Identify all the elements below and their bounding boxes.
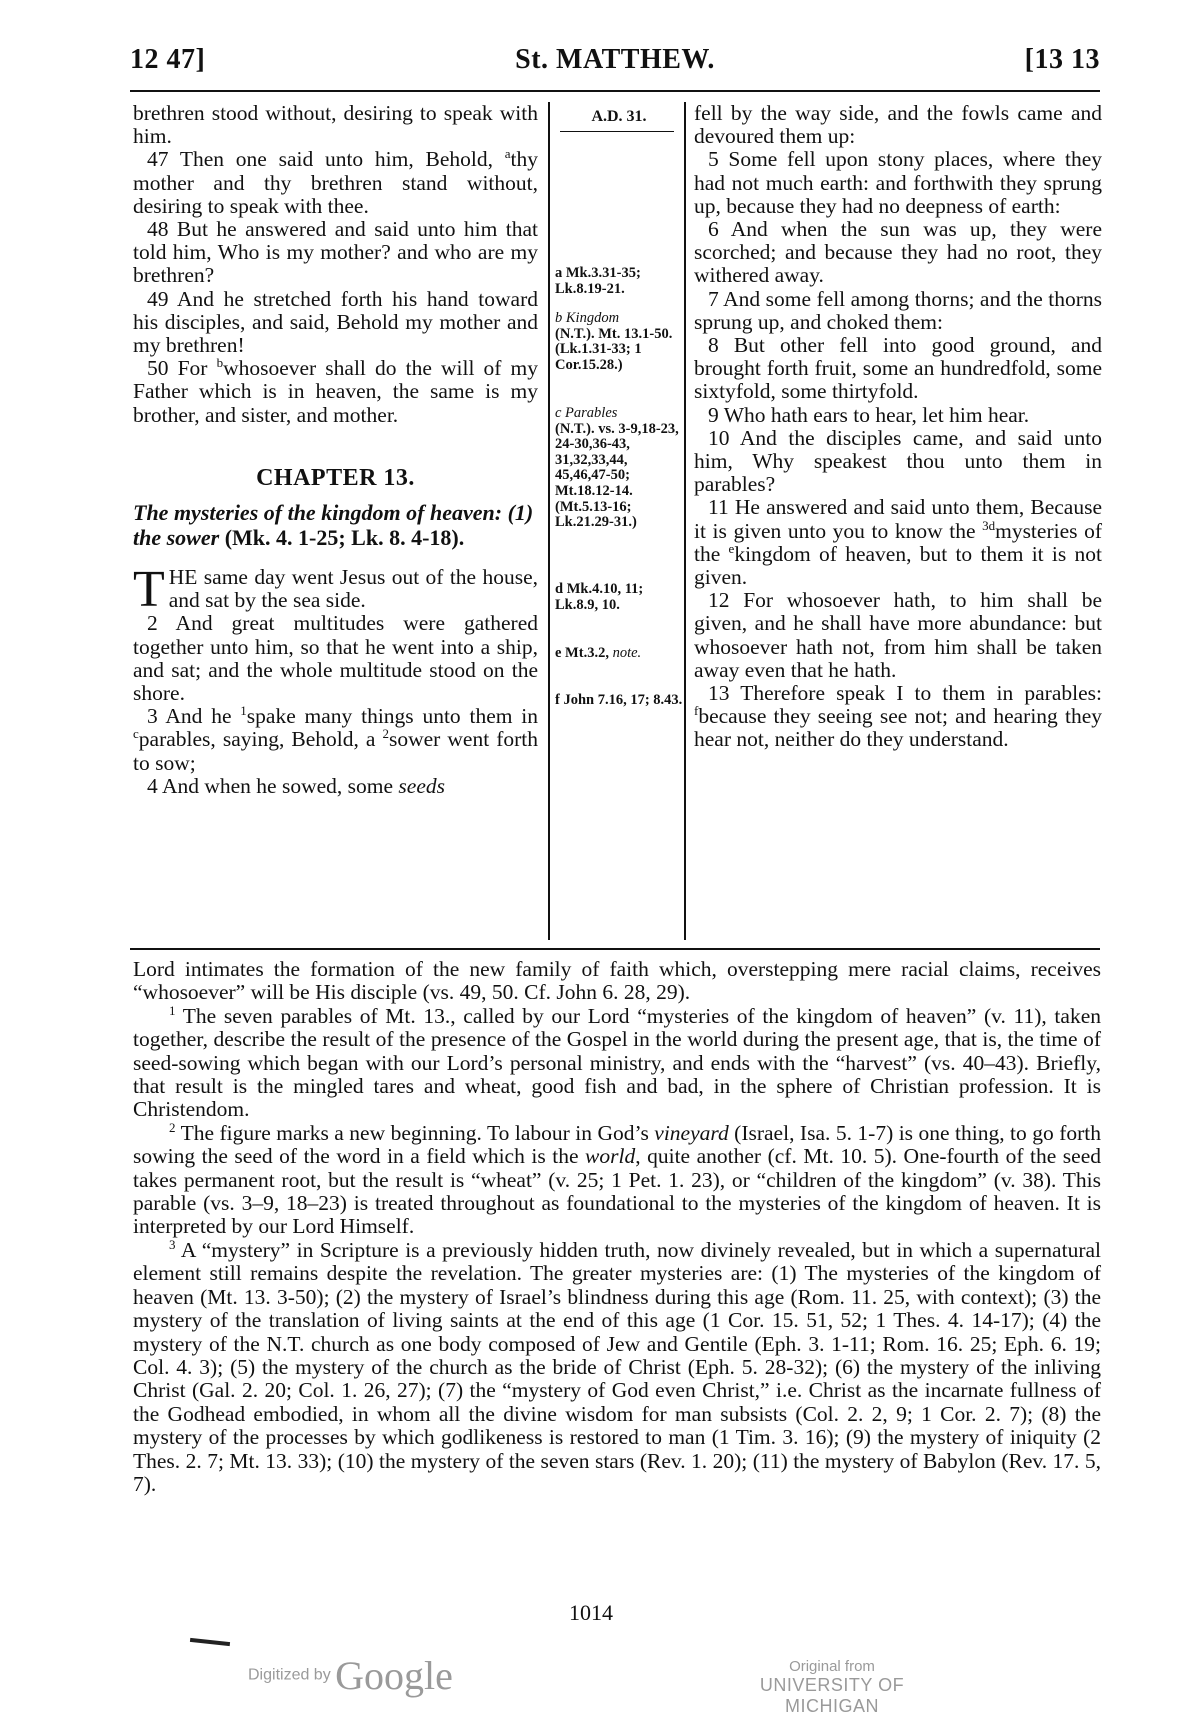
header-title: St. MATTHEW.	[515, 44, 715, 75]
note-1: $^1$ The seven parables of Mt. 13., called by our Lord “mysteries of the kingdom of heaven” (v. 11), taken together, describe the result of the presence of the Gospel in the world during the present age, that is, the time of seed-sowing which began with our Lord’s personal ministry, and ends with the “harvest” (vs. 40–43). Briefly, that result is the mingled tares and wheat, good fish and bad, in the sphere of Christian profession. It is Christendom.	[133, 1002, 1101, 1122]
chapter-title: CHAPTER 13.	[256, 464, 415, 491]
notes-divider	[130, 948, 1100, 950]
page-number: 1014	[569, 1600, 613, 1625]
verse-6: 6 And when the sun was up, they were scorched; and because they had no root, they withered away.	[694, 217, 1102, 288]
margin-ref-c: c Parables (N.T.). vs. 3-9,18-23, 24-30,36-43, 31,32,33,44, 45,46,47-50; Mt.18.12-14. (Mt.5.13-16; Lk.21.29-31.)	[555, 405, 679, 531]
verse-5: 5 Some fell upon stony places, where they had not much earth: and forthwith they sprung up, because they had no deepness of earth:	[694, 147, 1102, 218]
verse-49: 49 And he stretched forth his hand toward his disciples, and said, Behold my mother and my brethren!	[133, 286, 538, 358]
verse-48: 48 But he answered and said unto him that told him, Who is my mother? and who are my brethren?	[133, 217, 538, 288]
verse-1: THE same day went Jesus out of the house, and sat by the sea side.	[133, 561, 538, 619]
verse-2: 2 And great multitudes were gathered together unto him, so that he went into a ship, and sat; and the whole multitude stood on the shore.	[133, 611, 538, 706]
margin-ref-a: a Mk.3.31-35; Lk.8.19-21.	[555, 265, 641, 297]
verse-46-cont: brethren stood without, desiring to speak with him.	[133, 101, 538, 149]
digitized-by-watermark	[248, 1652, 453, 1699]
verse-13: 13 Therefore speak I to them in parables: $^f$because they seeing see not; and hearing they hear not, neither do they understand.	[694, 681, 1102, 752]
verse-7: 7 And some fell among thorns; and the thorns sprung up, and choked them:	[694, 286, 1102, 334]
drop-cap: T	[133, 561, 165, 619]
margin-date-rule	[560, 131, 674, 132]
digitized-by-label: Digitized by	[248, 1666, 331, 1684]
verse-10: 10 And the disciples came, and said unto him, Why speakest thou unto them in parables?	[694, 425, 1102, 497]
verse-47: 47 Then one said unto him, Behold, $^a$thy mother and thy brethren stand without, desiring to speak with thee.	[133, 146, 538, 218]
google-logo: Google	[335, 1653, 453, 1698]
verse-50: 50 For $^b$whosoever shall do the will of my Father which is in heaven, the same is my brother, and sister, and mother.	[133, 355, 538, 427]
verse-9: 9 Who hath ears to hear, let him hear.	[708, 402, 1030, 427]
margin-date: A.D. 31.	[591, 108, 647, 125]
right-column	[694, 102, 1102, 752]
left-column	[133, 102, 538, 798]
margin-ref-d: d Mk.4.10, 11; Lk.8.9, 10.	[555, 581, 644, 613]
verse-12: 12 For whosoever hath, to him shall be given, and he shall have more abundance: but whosoever hath not, from him shall be taken away even that he hath.	[694, 588, 1102, 682]
note-2: $^2$ The figure marks a new beginning. To labour in God’s vineyard (Israel, Isa. 5. 1-7) is one thing, to go forth sowing the seed of the word in a field which is the world, quite another (cf. Mt. 10. 5). One-fourth of the seed takes permanent root, but the result is “wheat” (v. 25; 1 Pet. 1. 23), or “children of the kingdom” (v. 38). This parable (vs. 3–9, 18–23) is treated throughout as foundational to the mysteries of the kingdom of heaven. It is interpreted by our Lord Himself.	[133, 1119, 1102, 1239]
verse-4: 4 And when he sowed, some seeds	[147, 773, 445, 798]
footnotes	[133, 958, 1101, 1496]
note-3: $^3$ A “mystery” in Scripture is a previously hidden truth, now divinely revealed, but in which a supernatural element still remains despite the revelation. The greater mysteries are: (1) The mysteries of the kingdom of heaven (Mt. 13. 3-50); (2) the mystery of Israel’s blindness during this age (Rom. 11. 25, with context); (3) the mystery of the translation of living saints at the end of this age (1 Cor. 15. 51, 52; 1 Thes. 4. 14-17); (4) the mystery of the N.T. church as one body composed of Jew and Gentile (Eph. 3. 1-11; Rom. 16. 25; Eph. 6. 19; Col. 4. 3); (5) the mystery of the church as the bride of Christ (Eph. 5. 28-32); (6) the mystery of the inliving Christ (Gal. 2. 20; Col. 1. 26, 27); (7) the “mystery of God even Christ,” i.e. Christ as the incarnate fullness of the Godhead embodied, in whom all the divine wisdom for man subsists (Col. 2. 2, 9; 1 Cor. 2. 7); (8) the mystery of the processes by which godlikeness is restored to man (1 Tim. 3. 16); (9) the mystery of iniquity (2 Thes. 2. 7; Mt. 13. 33); (10) the mystery of the seven stars (Rev. 1. 20); (11) the mystery of Babylon (Rev. 17. 5, 7).	[133, 1236, 1101, 1496]
column-rule-left	[548, 102, 550, 940]
header-left: 12 47]	[130, 44, 206, 75]
verse-11: 11 He answered and said unto them, Because it is given unto you to know the $^{3d}$mysteries of the $^e$kingdom of heaven, but to them it is not given.	[694, 495, 1103, 590]
university-label: UNIVERSITY OF MICHIGAN	[759, 1675, 905, 1716]
margin-ref-e: e Mt.3.2, note.	[555, 645, 642, 661]
verse-8: 8 But other fell into good ground, and brought forth fruit, some an hundredfold, some sixtyfold, some thirtyfold.	[694, 333, 1102, 404]
original-from-label: Original from	[789, 1658, 875, 1675]
original-from-watermark	[712, 1658, 952, 1717]
note-continuation: Lord intimates the formation of the new family of faith which, overstepping mere racial claims, receives “whosoever” will be His disciple (vs. 49, 50. Cf. John 6. 28, 29).	[133, 957, 1101, 1005]
header-right: [13 13	[1024, 44, 1100, 75]
margin-ref-b: b Kingdom (N.T.). Mt. 13.1-50. (Lk.1.31-33; 1 Cor.15.28.)	[555, 310, 673, 373]
margin-ref-f: f John 7.16, 17; 8.43.	[555, 692, 683, 708]
ink-mark	[190, 1638, 230, 1646]
running-header	[130, 44, 1100, 80]
column-rule-right	[684, 102, 686, 940]
header-rule	[130, 90, 1100, 92]
verse-3: 3 And he $^1$spake many things unto them in $^c$parables, saying, Behold, a $^2$sower went forth to sow;	[133, 703, 538, 775]
chapter-subtitle: The mysteries of the kingdom of heaven: (1) the sower (Mk. 4. 1-25; Lk. 8. 4-18).	[133, 500, 534, 551]
verse-4-cont: fell by the way side, and the fowls came and devoured them up:	[694, 101, 1102, 149]
